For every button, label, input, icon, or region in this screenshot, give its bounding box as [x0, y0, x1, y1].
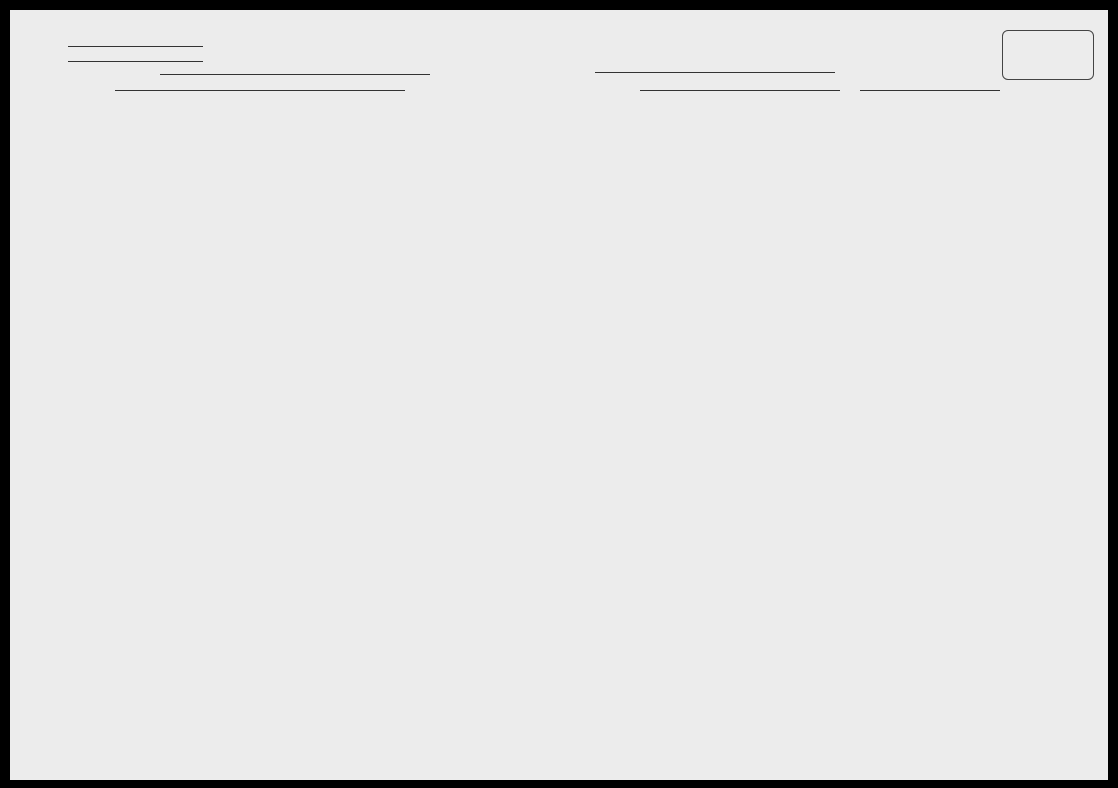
- census-grid: [10, 10, 1108, 780]
- census-sheet: [10, 10, 1108, 780]
